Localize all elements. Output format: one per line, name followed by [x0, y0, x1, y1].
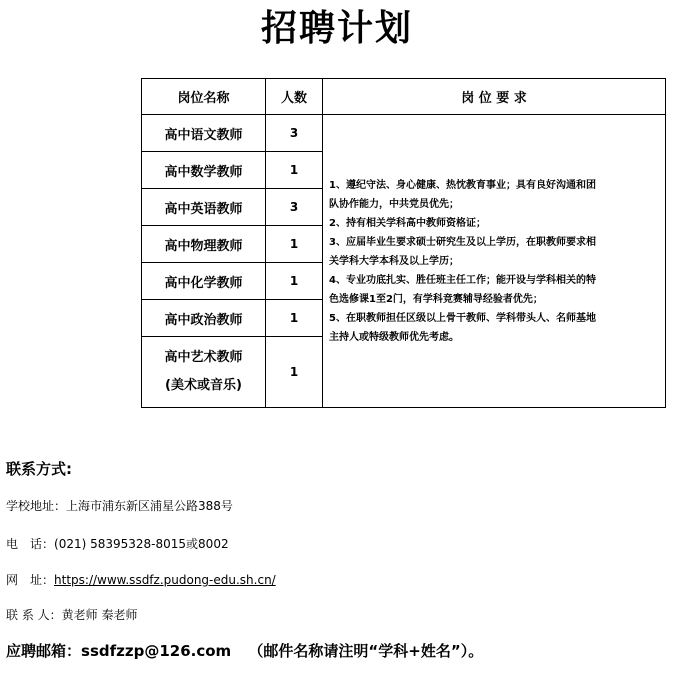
requirement-line: 队协作能力，中共党员优先； [329, 198, 459, 210]
count-cell: 1 [266, 152, 323, 189]
website-line [6, 571, 276, 588]
position-note: (美术或音乐) [165, 378, 242, 393]
header-count: 人数 [266, 79, 323, 115]
requirement-line: 主持人或特级教师优先考虑。 [329, 331, 459, 343]
count-cell: 3 [266, 115, 323, 152]
email-note: （邮件名称请注明“学科+姓名”）。 [248, 642, 484, 660]
position-cell: 高中政治教师 [142, 300, 266, 337]
count-cell: 1 [266, 226, 323, 263]
position-cell [142, 337, 266, 408]
email-label: 应聘邮箱： [6, 642, 82, 660]
count-cell: 1 [266, 263, 323, 300]
requirement-line: 关学科大学本科及以上学历； [329, 255, 459, 267]
recruitment-table [141, 78, 666, 408]
contact-person-line [6, 606, 137, 623]
requirement-line: 4、专业功底扎实、胜任班主任工作；能开设与学科相关的特 [329, 274, 596, 286]
address-label: 学校地址： [6, 499, 67, 513]
position-cell: 高中英语教师 [142, 189, 266, 226]
phone-value: (021) 58395328-8015或8002 [54, 537, 229, 551]
position-cell: 高中数学教师 [142, 152, 266, 189]
position-cell: 高中物理教师 [142, 226, 266, 263]
requirement-line: 5、在职教师担任区级以上骨干教师、学科带头人、名师基地 [329, 312, 596, 324]
email-value[interactable]: ssdfzzp@126.com [81, 642, 232, 660]
address-value: 上海市浦东新区浦星公路388号 [66, 499, 233, 513]
table-row [142, 115, 666, 152]
website-link[interactable]: https://www.ssdfz.pudong-edu.sh.cn/ [54, 573, 276, 587]
person-label: 联 系 人： [6, 608, 62, 622]
count-cell: 3 [266, 189, 323, 226]
header-position: 岗位名称 [142, 79, 266, 115]
requirement-line: 色选修课1至2门，有学科竞赛辅导经验者优先； [329, 293, 543, 305]
contact-heading: 联系方式: [6, 460, 72, 478]
address-line [6, 497, 233, 514]
requirements-cell [323, 115, 666, 408]
count-cell: 1 [266, 337, 323, 408]
position-cell: 高中语文教师 [142, 115, 266, 152]
phone-line [6, 535, 229, 552]
website-label: 网 址： [6, 573, 55, 587]
position-name: 高中艺术教师 [164, 350, 243, 365]
position-cell: 高中化学教师 [142, 263, 266, 300]
requirement-line: 2、持有相关学科高中教师资格证； [329, 217, 486, 229]
page-title: 招聘计划 [260, 8, 413, 49]
email-line [6, 640, 483, 661]
table-header-row [142, 79, 666, 115]
header-requirements: 岗 位 要 求 [323, 79, 666, 115]
requirement-line: 1、遵纪守法、身心健康、热忱教育事业；具有良好沟通和团 [329, 179, 596, 191]
requirement-line: 3、应届毕业生要求硕士研究生及以上学历，在职教师要求相 [329, 236, 596, 248]
count-cell: 1 [266, 300, 323, 337]
person-value: 黄老师 秦老师 [61, 608, 138, 622]
phone-label: 电 话： [6, 537, 55, 551]
